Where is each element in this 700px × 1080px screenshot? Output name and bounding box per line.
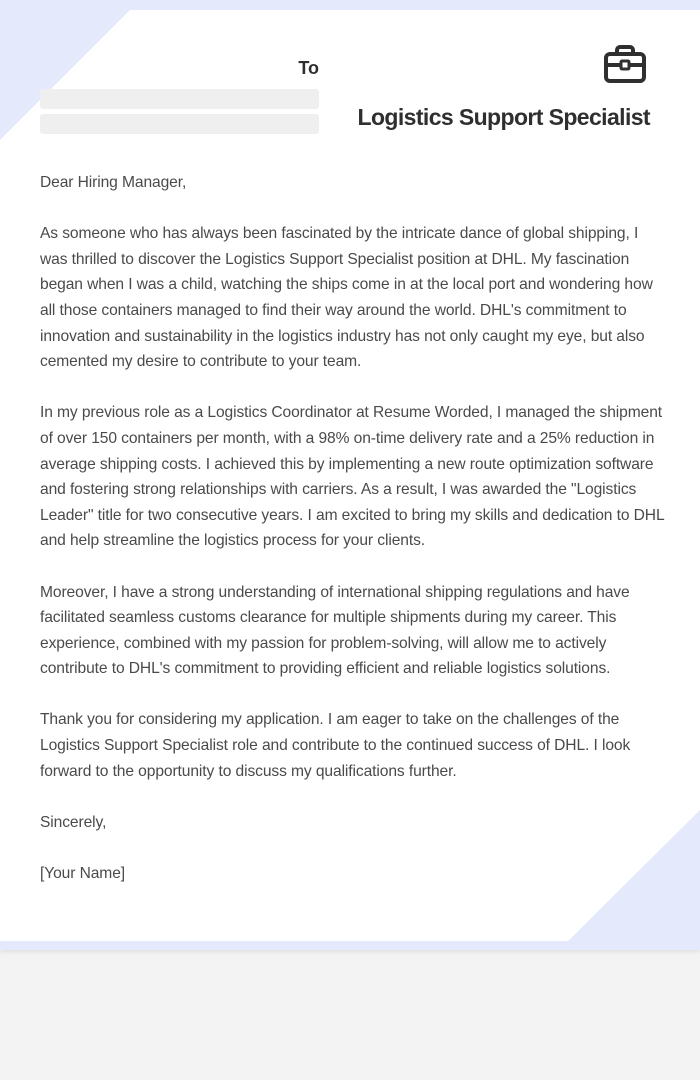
signature: [Your Name]	[40, 865, 126, 883]
briefcase-icon	[603, 44, 647, 84]
recipient-placeholder-line-1	[40, 89, 319, 109]
recipient-label: To	[298, 58, 319, 78]
greeting: Dear Hiring Manager,	[40, 174, 187, 191]
letter-body	[40, 170, 665, 912]
closing: Sincerely,	[40, 813, 107, 831]
paragraph-4: Thank you for considering my application. I am eager to take on the challenges of the Logistics Support Specialist role and contribute to the continued success of DHL. I look forward to the opportunity to discuss my qualifications further.	[40, 711, 631, 780]
paragraph-3: Moreover, I have a strong understanding of international shipping regulations and have facilitated seamless customs clearance for multiple shipments during my career. This experience, combined with my passion for problem-solving, will allow me to actively contribute to DHL's commitment to providing efficient and reliable logistics solutions.	[40, 583, 630, 678]
recipient-placeholder-line-2	[40, 114, 319, 134]
paragraph-2: In my previous role as a Logistics Coordinator at Resume Worded, I managed the shipment of over 150 containers per month, with a 98% on-time delivery rate and a 25% reduction in average shipping costs. I achieved this by implementing a new route optimization software and fostering strong relationships with carriers. As a result, I was awarded the "Logistics Leader" title for two consecutive years. I am excited to bring my skills and dedication to DHL and help streamline the logistics process for your clients.	[40, 404, 664, 550]
job-title: Logistics Support Specialist	[357, 104, 650, 130]
paragraph-1: As someone who has always been fascinated by the intricate dance of global shipping, I was thrilled to discover the Logistics Support Specialist position at DHL. My fascination began when I was a child, watching the ships come in at the local port and wondering how all those containers managed to find their way around the world. DHL's commitment to innovation and sustainability in the logistics industry has not only caught my eye, but also cemented my desire to contribute to your team.	[40, 225, 653, 371]
